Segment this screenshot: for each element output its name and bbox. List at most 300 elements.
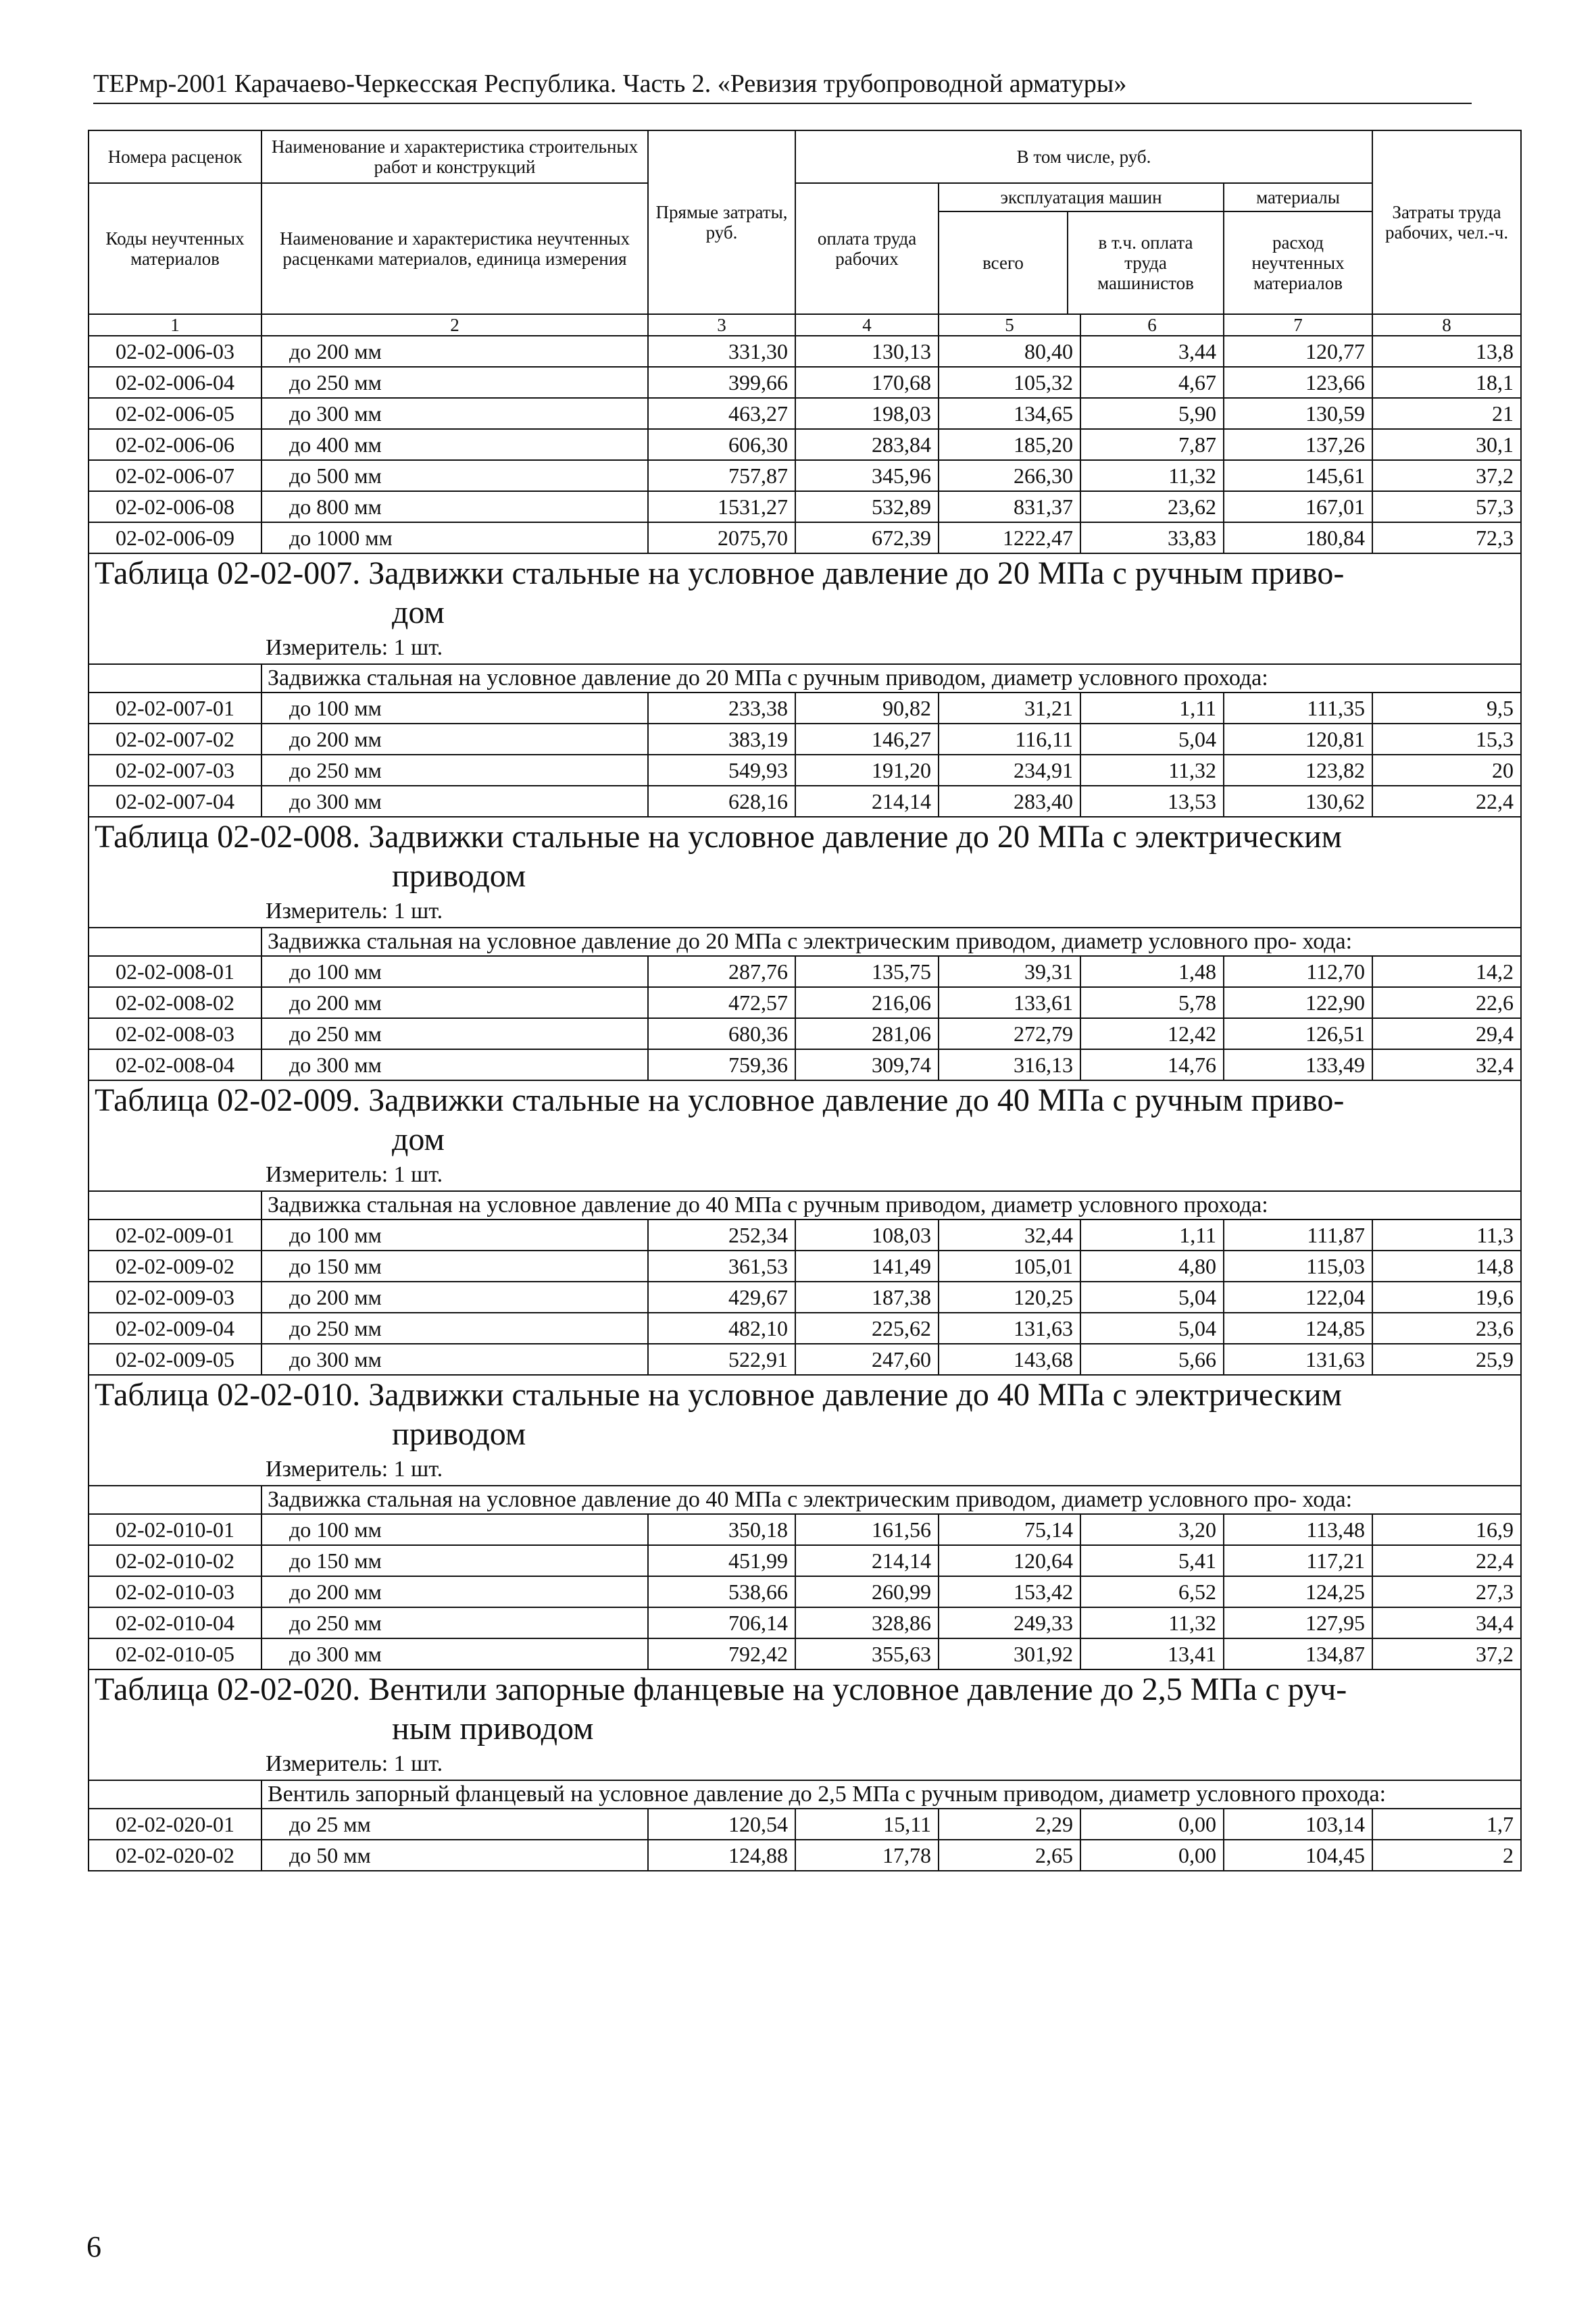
unit-row bbox=[89, 896, 1521, 928]
rate-name-cell: до 300 мм bbox=[261, 1049, 648, 1080]
labor-hours-cell: 1,7 bbox=[1372, 1809, 1521, 1840]
materials-cell: 127,95 bbox=[1224, 1607, 1372, 1638]
machines-labor-cell: 3,20 bbox=[1080, 1514, 1224, 1545]
rate-code-cell: 02-02-007-02 bbox=[89, 724, 261, 755]
labor-hours-cell: 29,4 bbox=[1372, 1018, 1521, 1049]
labor-hours-cell: 37,2 bbox=[1372, 1638, 1521, 1669]
direct-costs-cell: 757,87 bbox=[648, 460, 795, 491]
rate-name-cell: до 200 мм bbox=[261, 987, 648, 1018]
labor-hours-cell: 22,4 bbox=[1372, 786, 1521, 817]
table-title-row bbox=[89, 1669, 1521, 1749]
rate-name-cell: до 100 мм bbox=[261, 1514, 648, 1545]
rate-name-cell: до 300 мм bbox=[261, 398, 648, 429]
labor-pay-cell: 108,03 bbox=[795, 1219, 939, 1251]
materials-cell: 123,82 bbox=[1224, 755, 1372, 786]
materials-cell: 130,62 bbox=[1224, 786, 1372, 817]
machines-labor-cell: 5,41 bbox=[1080, 1545, 1224, 1576]
labor-hours-cell: 18,1 bbox=[1372, 367, 1521, 398]
direct-costs-cell: 120,54 bbox=[648, 1809, 795, 1840]
machines-total-cell: 316,13 bbox=[939, 1049, 1080, 1080]
rate-code-cell: 02-02-009-04 bbox=[89, 1313, 261, 1344]
table-row bbox=[89, 460, 1521, 491]
table-title-row bbox=[89, 1375, 1521, 1454]
rate-name-cell: до 100 мм bbox=[261, 693, 648, 724]
machines-total-cell: 32,44 bbox=[939, 1219, 1080, 1251]
labor-hours-cell: 11,3 bbox=[1372, 1219, 1521, 1251]
table-row bbox=[89, 1344, 1521, 1375]
rate-code-cell: 02-02-006-09 bbox=[89, 522, 261, 553]
labor-pay-cell: 283,84 bbox=[795, 429, 939, 460]
rate-name-cell: до 800 мм bbox=[261, 491, 648, 522]
table-row bbox=[89, 1514, 1521, 1545]
labor-pay-cell: 345,96 bbox=[795, 460, 939, 491]
rate-name-cell: до 500 мм bbox=[261, 460, 648, 491]
machines-labor-cell: 7,87 bbox=[1080, 429, 1224, 460]
rate-code-cell: 02-02-009-02 bbox=[89, 1251, 261, 1282]
rates-table bbox=[88, 130, 1522, 1871]
labor-hours-cell: 25,9 bbox=[1372, 1344, 1521, 1375]
machines-total-cell: 39,31 bbox=[939, 956, 1080, 987]
description-row bbox=[89, 1780, 1521, 1809]
direct-costs-cell: 451,99 bbox=[648, 1545, 795, 1576]
machines-labor-cell: 6,52 bbox=[1080, 1576, 1224, 1607]
labor-pay-cell: 130,13 bbox=[795, 336, 939, 367]
labor-hours-cell: 20 bbox=[1372, 755, 1521, 786]
rate-code-cell: 02-02-008-03 bbox=[89, 1018, 261, 1049]
materials-cell: 133,49 bbox=[1224, 1049, 1372, 1080]
work-description: Задвижка стальная на условное давление до 20 МПа с ручным приводом, диаметр условного прохода: bbox=[261, 664, 1521, 693]
labor-pay-cell: 281,06 bbox=[795, 1018, 939, 1049]
machines-total-cell: 143,68 bbox=[939, 1344, 1080, 1375]
rate-code-cell: 02-02-009-01 bbox=[89, 1219, 261, 1251]
rate-name-cell: до 100 мм bbox=[261, 956, 648, 987]
materials-cell: 113,48 bbox=[1224, 1514, 1372, 1545]
table-title-row bbox=[89, 1080, 1521, 1159]
table-row bbox=[89, 1313, 1521, 1344]
direct-costs-cell: 628,16 bbox=[648, 786, 795, 817]
unit-label: Измеритель: 1 шт. bbox=[261, 1159, 1521, 1191]
table-title-continued: приводом bbox=[392, 858, 526, 894]
unit-row bbox=[89, 1454, 1521, 1486]
machines-labor-cell: 14,76 bbox=[1080, 1049, 1224, 1080]
table-row bbox=[89, 755, 1521, 786]
machines-total-cell: 134,65 bbox=[939, 398, 1080, 429]
rate-code-cell: 02-02-010-05 bbox=[89, 1638, 261, 1669]
table-title-continued: дом bbox=[392, 1122, 445, 1157]
page-number: 6 bbox=[86, 2230, 101, 2263]
materials-cell: 117,21 bbox=[1224, 1545, 1372, 1576]
column-number: 2 bbox=[261, 314, 648, 336]
rate-name-cell: до 1000 мм bbox=[261, 522, 648, 553]
machines-total-cell: 80,40 bbox=[939, 336, 1080, 367]
machines-total-cell: 2,29 bbox=[939, 1809, 1080, 1840]
table-row bbox=[89, 693, 1521, 724]
table-title: Таблица 02-02-008. Задвижки стальные на условное давление до 20 МПа с электрическим bbox=[95, 819, 1343, 855]
header-direct-costs: Прямые затраты, руб. bbox=[648, 130, 795, 314]
header-machines-sub bbox=[939, 212, 1223, 313]
materials-cell: 103,14 bbox=[1224, 1809, 1372, 1840]
table-row bbox=[89, 367, 1521, 398]
description-row bbox=[89, 1486, 1521, 1514]
table-row bbox=[89, 1219, 1521, 1251]
header-codes-bottom: Коды неучтенных материалов bbox=[89, 183, 261, 314]
direct-costs-cell: 472,57 bbox=[648, 987, 795, 1018]
labor-hours-cell: 15,3 bbox=[1372, 724, 1521, 755]
rate-name-cell: до 400 мм bbox=[261, 429, 648, 460]
machines-total-cell: 283,40 bbox=[939, 786, 1080, 817]
table-title-continued: дом bbox=[392, 595, 445, 630]
table-row bbox=[89, 1018, 1521, 1049]
column-number: 1 bbox=[89, 314, 261, 336]
column-number: 8 bbox=[1372, 314, 1521, 336]
table-title: Таблица 02-02-020. Вентили запорные фланцевые на условное давление до 2,5 МПа с руч- bbox=[95, 1671, 1347, 1707]
labor-hours-cell: 30,1 bbox=[1372, 429, 1521, 460]
rate-name-cell: до 100 мм bbox=[261, 1219, 648, 1251]
machines-labor-cell: 11,32 bbox=[1080, 460, 1224, 491]
table-row bbox=[89, 1809, 1521, 1840]
materials-cell: 137,26 bbox=[1224, 429, 1372, 460]
materials-cell: 124,25 bbox=[1224, 1576, 1372, 1607]
direct-costs-cell: 399,66 bbox=[648, 367, 795, 398]
rate-code-cell: 02-02-010-02 bbox=[89, 1545, 261, 1576]
header-name-top: Наименование и характеристика строительных работ и конструкций bbox=[261, 130, 648, 183]
labor-pay-cell: 214,14 bbox=[795, 1545, 939, 1576]
labor-hours-cell: 9,5 bbox=[1372, 693, 1521, 724]
rate-code-cell: 02-02-006-07 bbox=[89, 460, 261, 491]
table-row bbox=[89, 398, 1521, 429]
machines-labor-cell: 12,42 bbox=[1080, 1018, 1224, 1049]
machines-total-cell: 249,33 bbox=[939, 1607, 1080, 1638]
column-numbers-row bbox=[89, 314, 1521, 336]
rate-code-cell: 02-02-007-03 bbox=[89, 755, 261, 786]
labor-pay-cell: 672,39 bbox=[795, 522, 939, 553]
machines-labor-cell: 13,41 bbox=[1080, 1638, 1224, 1669]
labor-pay-cell: 15,11 bbox=[795, 1809, 939, 1840]
header-including: В том числе, руб. bbox=[795, 130, 1372, 183]
labor-pay-cell: 309,74 bbox=[795, 1049, 939, 1080]
labor-hours-cell: 16,9 bbox=[1372, 1514, 1521, 1545]
direct-costs-cell: 124,88 bbox=[648, 1840, 795, 1871]
direct-costs-cell: 252,34 bbox=[648, 1219, 795, 1251]
labor-pay-cell: 260,99 bbox=[795, 1576, 939, 1607]
machines-total-cell: 116,11 bbox=[939, 724, 1080, 755]
labor-pay-cell: 328,86 bbox=[795, 1607, 939, 1638]
labor-pay-cell: 191,20 bbox=[795, 755, 939, 786]
machines-labor-cell: 3,44 bbox=[1080, 336, 1224, 367]
machines-total-cell: 105,32 bbox=[939, 367, 1080, 398]
header-machines-group bbox=[939, 183, 1224, 314]
direct-costs-cell: 383,19 bbox=[648, 724, 795, 755]
table-title: Таблица 02-02-007. Задвижки стальные на условное давление до 20 МПа с ручным приво- bbox=[95, 555, 1345, 591]
materials-cell: 120,77 bbox=[1224, 336, 1372, 367]
header-machines-labor: в т.ч. оплата труда машинистов bbox=[1097, 232, 1194, 293]
machines-labor-cell: 13,53 bbox=[1080, 786, 1224, 817]
unit-row bbox=[89, 632, 1521, 664]
rate-code-cell: 02-02-007-01 bbox=[89, 693, 261, 724]
direct-costs-cell: 606,30 bbox=[648, 429, 795, 460]
machines-total-cell: 133,61 bbox=[939, 987, 1080, 1018]
header-machines: эксплуатация машин bbox=[939, 184, 1223, 212]
rate-code-cell: 02-02-008-02 bbox=[89, 987, 261, 1018]
materials-cell: 122,90 bbox=[1224, 987, 1372, 1018]
materials-cell: 104,45 bbox=[1224, 1840, 1372, 1871]
table-row bbox=[89, 1049, 1521, 1080]
labor-pay-cell: 146,27 bbox=[795, 724, 939, 755]
document-body bbox=[88, 130, 1520, 1871]
rate-name-cell: до 250 мм bbox=[261, 1313, 648, 1344]
labor-hours-cell: 2 bbox=[1372, 1840, 1521, 1871]
direct-costs-cell: 361,53 bbox=[648, 1251, 795, 1282]
rate-name-cell: до 250 мм bbox=[261, 755, 648, 786]
rate-code-cell: 02-02-010-01 bbox=[89, 1514, 261, 1545]
rate-code-cell: 02-02-008-01 bbox=[89, 956, 261, 987]
labor-pay-cell: 135,75 bbox=[795, 956, 939, 987]
rate-code-cell: 02-02-010-04 bbox=[89, 1607, 261, 1638]
rate-name-cell: до 25 мм bbox=[261, 1809, 648, 1840]
header-labor-pay: оплата труда рабочих bbox=[795, 183, 939, 314]
rate-name-cell: до 200 мм bbox=[261, 724, 648, 755]
column-number: 7 bbox=[1224, 314, 1372, 336]
rate-code-cell: 02-02-020-02 bbox=[89, 1840, 261, 1871]
table-row bbox=[89, 1251, 1521, 1282]
machines-labor-cell: 4,67 bbox=[1080, 367, 1224, 398]
labor-pay-cell: 225,62 bbox=[795, 1313, 939, 1344]
table-row bbox=[89, 1638, 1521, 1669]
materials-cell: 134,87 bbox=[1224, 1638, 1372, 1669]
table-row bbox=[89, 1576, 1521, 1607]
labor-pay-cell: 141,49 bbox=[795, 1251, 939, 1282]
direct-costs-cell: 680,36 bbox=[648, 1018, 795, 1049]
machines-total-cell: 1222,47 bbox=[939, 522, 1080, 553]
machines-labor-cell: 1,48 bbox=[1080, 956, 1224, 987]
labor-pay-cell: 90,82 bbox=[795, 693, 939, 724]
description-row bbox=[89, 928, 1521, 956]
unit-label: Измеритель: 1 шт. bbox=[261, 1749, 1521, 1780]
table-row bbox=[89, 1840, 1521, 1871]
direct-costs-cell: 792,42 bbox=[648, 1638, 795, 1669]
unit-row bbox=[89, 1159, 1521, 1191]
rate-code-cell: 02-02-006-03 bbox=[89, 336, 261, 367]
unit-label: Измеритель: 1 шт. bbox=[261, 896, 1521, 928]
rate-code-cell: 02-02-006-05 bbox=[89, 398, 261, 429]
direct-costs-cell: 759,36 bbox=[648, 1049, 795, 1080]
direct-costs-cell: 538,66 bbox=[648, 1576, 795, 1607]
direct-costs-cell: 463,27 bbox=[648, 398, 795, 429]
machines-total-cell: 2,65 bbox=[939, 1840, 1080, 1871]
machines-labor-cell: 0,00 bbox=[1080, 1809, 1224, 1840]
header-materials-group bbox=[1224, 183, 1372, 314]
machines-total-cell: 120,25 bbox=[939, 1282, 1080, 1313]
labor-hours-cell: 13,8 bbox=[1372, 336, 1521, 367]
rate-name-cell: до 300 мм bbox=[261, 1638, 648, 1669]
direct-costs-cell: 522,91 bbox=[648, 1344, 795, 1375]
work-description: Задвижка стальная на условное давление до 40 МПа с ручным приводом, диаметр условного прохода: bbox=[261, 1191, 1521, 1219]
rate-name-cell: до 200 мм bbox=[261, 1282, 648, 1313]
column-number: 4 bbox=[795, 314, 939, 336]
header-codes-top: Номера расценок bbox=[89, 130, 261, 183]
direct-costs-cell: 350,18 bbox=[648, 1514, 795, 1545]
materials-cell: 180,84 bbox=[1224, 522, 1372, 553]
machines-total-cell: 272,79 bbox=[939, 1018, 1080, 1049]
machines-total-cell: 75,14 bbox=[939, 1514, 1080, 1545]
rate-name-cell: до 300 мм bbox=[261, 1344, 648, 1375]
rate-name-cell: до 150 мм bbox=[261, 1251, 648, 1282]
machines-total-cell: 234,91 bbox=[939, 755, 1080, 786]
labor-hours-cell: 14,8 bbox=[1372, 1251, 1521, 1282]
rate-name-cell: до 200 мм bbox=[261, 1576, 648, 1607]
table-row bbox=[89, 724, 1521, 755]
machines-total-cell: 185,20 bbox=[939, 429, 1080, 460]
labor-pay-cell: 17,78 bbox=[795, 1840, 939, 1871]
labor-hours-cell: 72,3 bbox=[1372, 522, 1521, 553]
machines-total-cell: 131,63 bbox=[939, 1313, 1080, 1344]
description-row bbox=[89, 1191, 1521, 1219]
description-row bbox=[89, 664, 1521, 693]
labor-hours-cell: 32,4 bbox=[1372, 1049, 1521, 1080]
labor-pay-cell: 198,03 bbox=[795, 398, 939, 429]
table-row bbox=[89, 786, 1521, 817]
page-header: ТЕРмр-2001 Карачаево-Черкесская Республика. Часть 2. «Ревизия трубопроводной арматуры» bbox=[93, 68, 1472, 104]
header-name-bottom: Наименование и характеристика неучтенных расценками материалов, единица измерения bbox=[261, 183, 648, 314]
rate-name-cell: до 200 мм bbox=[261, 336, 648, 367]
labor-pay-cell: 187,38 bbox=[795, 1282, 939, 1313]
machines-labor-cell: 5,78 bbox=[1080, 987, 1224, 1018]
machines-labor-cell: 5,66 bbox=[1080, 1344, 1224, 1375]
column-number: 6 bbox=[1080, 314, 1224, 336]
table-body bbox=[89, 336, 1521, 1871]
labor-pay-cell: 170,68 bbox=[795, 367, 939, 398]
table-row bbox=[89, 1545, 1521, 1576]
rate-name-cell: до 250 мм bbox=[261, 1018, 648, 1049]
machines-total-cell: 31,21 bbox=[939, 693, 1080, 724]
rate-code-cell: 02-02-009-05 bbox=[89, 1344, 261, 1375]
table-row bbox=[89, 429, 1521, 460]
labor-hours-cell: 27,3 bbox=[1372, 1576, 1521, 1607]
materials-cell: 111,87 bbox=[1224, 1219, 1372, 1251]
direct-costs-cell: 549,93 bbox=[648, 755, 795, 786]
rate-code-cell: 02-02-010-03 bbox=[89, 1576, 261, 1607]
labor-pay-cell: 161,56 bbox=[795, 1514, 939, 1545]
table-title: Таблица 02-02-009. Задвижки стальные на условное давление до 40 МПа с ручным приво- bbox=[95, 1082, 1345, 1118]
work-description: Задвижка стальная на условное давление до 20 МПа с электрическим приводом, диаметр условного про- хода: bbox=[261, 928, 1521, 956]
machines-labor-cell: 5,04 bbox=[1080, 1282, 1224, 1313]
machines-labor-cell: 23,62 bbox=[1080, 491, 1224, 522]
rate-code-cell: 02-02-009-03 bbox=[89, 1282, 261, 1313]
unit-label: Измеритель: 1 шт. bbox=[261, 1454, 1521, 1486]
rate-name-cell: до 50 мм bbox=[261, 1840, 648, 1871]
table-title-continued: ным приводом bbox=[392, 1711, 594, 1746]
materials-cell: 131,63 bbox=[1224, 1344, 1372, 1375]
machines-labor-cell: 1,11 bbox=[1080, 1219, 1224, 1251]
table-row bbox=[89, 987, 1521, 1018]
labor-pay-cell: 532,89 bbox=[795, 491, 939, 522]
rate-code-cell: 02-02-007-04 bbox=[89, 786, 261, 817]
machines-total-cell: 266,30 bbox=[939, 460, 1080, 491]
header-materials: материалы bbox=[1224, 184, 1372, 212]
header-labor-costs: Затраты труда рабочих, чел.-ч. bbox=[1372, 130, 1521, 314]
materials-cell: 145,61 bbox=[1224, 460, 1372, 491]
rate-name-cell: до 300 мм bbox=[261, 786, 648, 817]
materials-cell: 112,70 bbox=[1224, 956, 1372, 987]
materials-cell: 123,66 bbox=[1224, 367, 1372, 398]
labor-hours-cell: 22,6 bbox=[1372, 987, 1521, 1018]
direct-costs-cell: 2075,70 bbox=[648, 522, 795, 553]
header-materials-used: расход неучтенных материалов bbox=[1251, 232, 1345, 293]
direct-costs-cell: 233,38 bbox=[648, 693, 795, 724]
table-title-row bbox=[89, 553, 1521, 632]
machines-total-cell: 831,37 bbox=[939, 491, 1080, 522]
table-title-row bbox=[89, 817, 1521, 896]
materials-cell: 126,51 bbox=[1224, 1018, 1372, 1049]
materials-cell: 124,85 bbox=[1224, 1313, 1372, 1344]
labor-hours-cell: 57,3 bbox=[1372, 491, 1521, 522]
labor-pay-cell: 216,06 bbox=[795, 987, 939, 1018]
materials-cell: 167,01 bbox=[1224, 491, 1372, 522]
machines-total-cell: 301,92 bbox=[939, 1638, 1080, 1669]
direct-costs-cell: 429,67 bbox=[648, 1282, 795, 1313]
rate-name-cell: до 250 мм bbox=[261, 367, 648, 398]
table-row bbox=[89, 336, 1521, 367]
direct-costs-cell: 287,76 bbox=[648, 956, 795, 987]
header-machines-total: всего bbox=[939, 212, 1068, 313]
table-title: Таблица 02-02-010. Задвижки стальные на условное давление до 40 МПа с электрическим bbox=[95, 1377, 1343, 1413]
machines-total-cell: 153,42 bbox=[939, 1576, 1080, 1607]
labor-hours-cell: 21 bbox=[1372, 398, 1521, 429]
machines-labor-cell: 5,04 bbox=[1080, 1313, 1224, 1344]
labor-hours-cell: 19,6 bbox=[1372, 1282, 1521, 1313]
machines-labor-cell: 11,32 bbox=[1080, 755, 1224, 786]
rate-code-cell: 02-02-006-08 bbox=[89, 491, 261, 522]
machines-labor-cell: 0,00 bbox=[1080, 1840, 1224, 1871]
machines-total-cell: 120,64 bbox=[939, 1545, 1080, 1576]
machines-labor-cell: 4,80 bbox=[1080, 1251, 1224, 1282]
machines-labor-cell: 1,11 bbox=[1080, 693, 1224, 724]
labor-hours-cell: 37,2 bbox=[1372, 460, 1521, 491]
machines-labor-cell: 33,83 bbox=[1080, 522, 1224, 553]
work-description: Задвижка стальная на условное давление до 40 МПа с электрическим приводом, диаметр условного про- хода: bbox=[261, 1486, 1521, 1514]
table-title-continued: приводом bbox=[392, 1416, 526, 1452]
labor-hours-cell: 23,6 bbox=[1372, 1313, 1521, 1344]
rate-code-cell: 02-02-020-01 bbox=[89, 1809, 261, 1840]
unit-label: Измеритель: 1 шт. bbox=[261, 632, 1521, 664]
machines-total-cell: 105,01 bbox=[939, 1251, 1080, 1282]
materials-cell: 115,03 bbox=[1224, 1251, 1372, 1282]
direct-costs-cell: 706,14 bbox=[648, 1607, 795, 1638]
direct-costs-cell: 1531,27 bbox=[648, 491, 795, 522]
direct-costs-cell: 482,10 bbox=[648, 1313, 795, 1344]
rate-name-cell: до 250 мм bbox=[261, 1607, 648, 1638]
table-row bbox=[89, 1282, 1521, 1313]
rate-code-cell: 02-02-006-06 bbox=[89, 429, 261, 460]
table-row bbox=[89, 956, 1521, 987]
machines-labor-cell: 5,90 bbox=[1080, 398, 1224, 429]
table-row bbox=[89, 522, 1521, 553]
labor-hours-cell: 14,2 bbox=[1372, 956, 1521, 987]
materials-cell: 122,04 bbox=[1224, 1282, 1372, 1313]
rate-code-cell: 02-02-008-04 bbox=[89, 1049, 261, 1080]
labor-pay-cell: 355,63 bbox=[795, 1638, 939, 1669]
column-number: 5 bbox=[939, 314, 1080, 336]
rate-name-cell: до 150 мм bbox=[261, 1545, 648, 1576]
unit-row bbox=[89, 1749, 1521, 1780]
machines-labor-cell: 11,32 bbox=[1080, 1607, 1224, 1638]
labor-hours-cell: 34,4 bbox=[1372, 1607, 1521, 1638]
rate-code-cell: 02-02-006-04 bbox=[89, 367, 261, 398]
table-row bbox=[89, 1607, 1521, 1638]
column-number: 3 bbox=[648, 314, 795, 336]
table-row bbox=[89, 491, 1521, 522]
direct-costs-cell: 331,30 bbox=[648, 336, 795, 367]
